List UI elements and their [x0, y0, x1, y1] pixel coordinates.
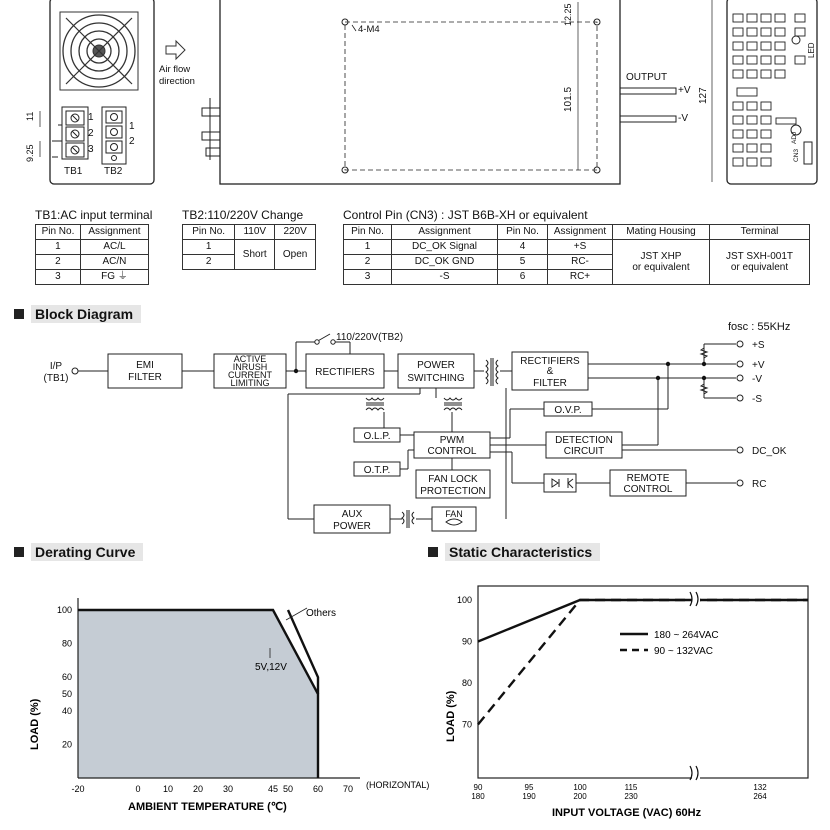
dim-12-25: 12.25: [563, 3, 573, 26]
y-tick-label: 100: [456, 595, 472, 605]
fanlock-line2: PROTECTION: [420, 486, 486, 497]
airflow-line1: Air flow: [159, 64, 191, 75]
side-view-output: [712, 0, 817, 184]
series-5v-12v-label: 5V,12V: [255, 662, 287, 673]
y-axis-label: LOAD (%): [29, 698, 41, 750]
ip-tb1-label: (TB1): [43, 373, 69, 384]
table-row: [183, 225, 316, 240]
out-dcok: DC_OK: [752, 446, 787, 457]
ovp-label: O.V.P.: [554, 405, 582, 416]
table-cell: FG ⏚: [80, 270, 148, 285]
y-tick-label: 40: [61, 705, 72, 716]
pwm-line1: PWM: [439, 435, 465, 446]
table-header: Pin No.: [36, 225, 81, 240]
derating-area: [78, 610, 318, 778]
table-row: [183, 240, 316, 255]
x-tick-label-top: 100: [573, 783, 587, 792]
x-tick-label-top: 132: [753, 783, 767, 792]
table-row: [36, 270, 149, 285]
fanlock-line1: FAN LOCK: [428, 474, 478, 485]
table-header: Assignment: [548, 225, 613, 240]
detection-line1: DETECTION: [555, 435, 613, 446]
tb1-pin-3: 3: [88, 144, 94, 155]
table-cell: RC+: [548, 270, 613, 285]
dim-101-5: 101.5: [563, 86, 574, 112]
table-cell: 5: [498, 255, 548, 270]
tb2-table-caption: TB2:110/220V Change: [182, 208, 304, 222]
photocoupler-box: [544, 474, 576, 492]
x-tick-label-bottom: 180: [471, 792, 485, 801]
y-tick-labels: [457, 595, 472, 730]
table-cell: AC/L: [80, 240, 148, 255]
x-tick-label-bottom: 190: [522, 792, 536, 801]
emi-line1: EMI: [136, 360, 154, 371]
rectifiers-label: RECTIFIERS: [315, 367, 375, 378]
tb2-pin-2: 2: [129, 136, 135, 147]
x-tick-labels: [471, 783, 767, 801]
series-90-132-line: [478, 600, 808, 725]
tb1-pin-1: 1: [88, 112, 94, 123]
fan-icon: [446, 519, 462, 525]
psw-line1: POWER: [417, 360, 455, 371]
axis-break-icon: [690, 592, 700, 780]
x-tick-label: 60: [312, 784, 324, 794]
y-tick-label: 60: [61, 672, 72, 683]
tb1-table-caption: TB1:AC input terminal: [35, 208, 153, 222]
remote-line1: REMOTE: [626, 473, 670, 484]
tb1-terminal-block: [52, 107, 88, 159]
table-cell: Open: [275, 240, 316, 270]
terminal-ip-icon: [72, 368, 78, 374]
aux-line2: POWER: [333, 521, 371, 532]
table-cell: [613, 240, 710, 285]
y-tick-labels: [57, 605, 72, 749]
section-square-icon: [14, 547, 24, 557]
table-row: [344, 240, 810, 255]
x-tick-label-bottom: 264: [753, 792, 767, 801]
derating-heading: [14, 544, 143, 560]
table-header: Pin No.: [344, 225, 392, 240]
table-header: 220V: [275, 225, 316, 240]
x-tick-label: 45: [267, 784, 279, 794]
psw-line2: SWITCHING: [407, 373, 465, 384]
inrush-line2: INRUSH: [232, 362, 268, 372]
x-tick-label: 50: [282, 784, 294, 794]
table-cell: 3: [36, 270, 81, 285]
remote-line2: CONTROL: [623, 484, 673, 495]
table-header: 110V: [235, 225, 275, 240]
x-tick-label-top: 95: [524, 783, 534, 792]
x-tick-label: 0: [135, 784, 141, 794]
x-tick-label-top: 115: [624, 783, 638, 792]
table-cell: Short: [235, 240, 275, 270]
y-tick-label: 90: [461, 636, 472, 647]
table-header: Mating Housing: [613, 225, 710, 240]
y-tick-label: 70: [461, 719, 472, 730]
tb1-label: TB1: [64, 166, 83, 177]
legend-90-132: 90 ~ 132VAC: [654, 646, 714, 657]
table-row: [36, 225, 149, 240]
section-square-icon: [428, 547, 438, 557]
table-cell: -S: [392, 270, 498, 285]
led-indicator-icon: [792, 36, 800, 44]
terminal-s-plus-icon: [737, 341, 743, 347]
cn3-table-caption: Control Pin (CN3) : JST B6B-XH or equivalent: [343, 208, 588, 222]
led-label: LED: [807, 42, 816, 58]
dim-11: 11: [25, 111, 35, 121]
tb2-terminal-block: [102, 107, 126, 164]
rf-line1: RECTIFIERS: [520, 356, 580, 367]
table-cell: 2: [183, 255, 235, 270]
out-v-plus: +V: [752, 360, 765, 371]
housing-line1: JST XHP: [640, 251, 682, 262]
y-tick-label: 20: [61, 739, 72, 750]
x-tick-label: 10: [162, 784, 174, 794]
fan-grille-icon: [60, 12, 138, 90]
block-diagram: [0, 318, 830, 540]
tb2-label: TB2: [104, 166, 123, 177]
static-heading: [428, 544, 600, 560]
table-cell: RC-: [548, 255, 613, 270]
x-tick-label: -20: [71, 784, 85, 794]
derating-chart: [0, 570, 430, 830]
table-cell: 2: [36, 255, 81, 270]
inrush-line1: ACTIVE: [233, 354, 267, 364]
terminal-v-plus-icon: [737, 361, 743, 367]
adj-label: ADJ: [791, 131, 798, 144]
cn3-connector: [804, 142, 812, 164]
x-tick-labels: [71, 784, 353, 794]
dim-9-25: 9.25: [25, 144, 35, 162]
out-s-plus: +S: [752, 340, 765, 351]
ip-label: I/P: [49, 361, 63, 372]
aux-line1: AUX: [341, 509, 363, 520]
hole-label: 4-M4: [358, 24, 380, 35]
table-header: Terminal: [710, 225, 810, 240]
terminal-line1: JST SXH-001T: [725, 251, 794, 262]
x-axis-note: (HORIZONTAL): [366, 780, 430, 790]
y-tick-label: 50: [61, 689, 72, 699]
out-rc: RC: [752, 479, 767, 490]
dim-127: 127: [698, 87, 709, 104]
x-tick-label-bottom: 230: [624, 792, 638, 801]
table-cell: 1: [183, 240, 235, 255]
table-cell: 2: [344, 255, 392, 270]
emi-line2: FILTER: [128, 372, 162, 383]
static-title: Static Characteristics: [445, 543, 600, 561]
series-180-264-line: [478, 600, 808, 642]
legend-180-264: 180 ~ 264VAC: [654, 630, 719, 641]
olp-label: O.L.P.: [363, 431, 391, 442]
tb2-table: [182, 224, 316, 270]
table-row: [36, 255, 149, 270]
terminal-s-minus-icon: [737, 395, 743, 401]
table-row: [36, 240, 149, 255]
x-tick-label: 20: [192, 784, 204, 794]
x-tick-label-bottom: 200: [573, 792, 587, 801]
airflow-arrow-icon: [166, 41, 185, 59]
table-cell: [710, 240, 810, 285]
table-header: Pin No.: [183, 225, 235, 240]
table-header: Pin No.: [498, 225, 548, 240]
top-view: [202, 0, 676, 184]
static-chart: [430, 570, 830, 830]
rf-line2: &: [546, 366, 554, 377]
y-axis-label: LOAD (%): [445, 690, 457, 742]
x-tick-label-top: 90: [473, 783, 483, 792]
table-header: Assignment: [80, 225, 148, 240]
switch-label: 110/220V(TB2): [336, 332, 404, 343]
cn3-table: [343, 224, 810, 285]
terminal-dcok-icon: [737, 447, 743, 453]
table-cell: 1: [344, 240, 392, 255]
out-v-minus: -V: [752, 374, 762, 385]
table-cell: 4: [498, 240, 548, 255]
x-tick-label: 30: [222, 784, 234, 794]
x-tick-label: 70: [342, 784, 354, 794]
side-view-input: [40, 0, 154, 184]
output-plus-v: +V: [678, 85, 691, 96]
table-cell: +S: [548, 240, 613, 255]
series-others-label: Others: [306, 608, 337, 619]
x-axis-label: INPUT VOLTAGE (VAC) 60Hz: [552, 807, 702, 819]
pwm-line2: CONTROL: [427, 446, 477, 457]
airflow-label: [159, 64, 195, 88]
table-header: Assignment: [392, 225, 498, 240]
inrush-line3: CURRENT: [228, 370, 272, 380]
table-row: [344, 225, 810, 240]
terminal-v-minus-icon: [737, 375, 743, 381]
out-s-minus: -S: [752, 394, 762, 405]
detection-line2: CIRCUIT: [563, 446, 605, 457]
table-cell: 1: [36, 240, 81, 255]
table-cell: DC_OK GND: [392, 255, 498, 270]
block-diagram-title: Block Diagram: [31, 305, 141, 323]
tb2-pin-1: 1: [129, 121, 135, 132]
airflow-line2: direction: [159, 76, 195, 87]
housing-line2: or equivalent: [632, 262, 690, 273]
otp-label: O.T.P.: [363, 465, 391, 476]
cn3-label: CN3: [793, 148, 800, 162]
terminal-rc-icon: [737, 480, 743, 486]
x-axis-label: AMBIENT TEMPERATURE (℃): [128, 801, 287, 813]
fan-label: FAN: [445, 509, 463, 519]
table-cell: 3: [344, 270, 392, 285]
tb1-pin-2: 2: [88, 128, 94, 139]
table-cell: 6: [498, 270, 548, 285]
y-tick-label: 80: [461, 678, 472, 688]
y-tick-label: 80: [61, 638, 72, 649]
terminal-line2: or equivalent: [730, 262, 789, 273]
fosc-label: fosc : 55KHz: [728, 321, 791, 333]
plot-frame: [478, 586, 808, 778]
derating-title: Derating Curve: [31, 543, 143, 561]
table-cell: DC_OK Signal: [392, 240, 498, 255]
rf-line3: FILTER: [533, 378, 567, 389]
tb1-table: [35, 224, 149, 285]
inrush-line4: LIMITING: [230, 378, 270, 388]
table-cell: AC/N: [80, 255, 148, 270]
output-label: OUTPUT: [626, 72, 668, 83]
output-minus-v: -V: [678, 113, 688, 124]
y-tick-label: 100: [56, 605, 72, 615]
